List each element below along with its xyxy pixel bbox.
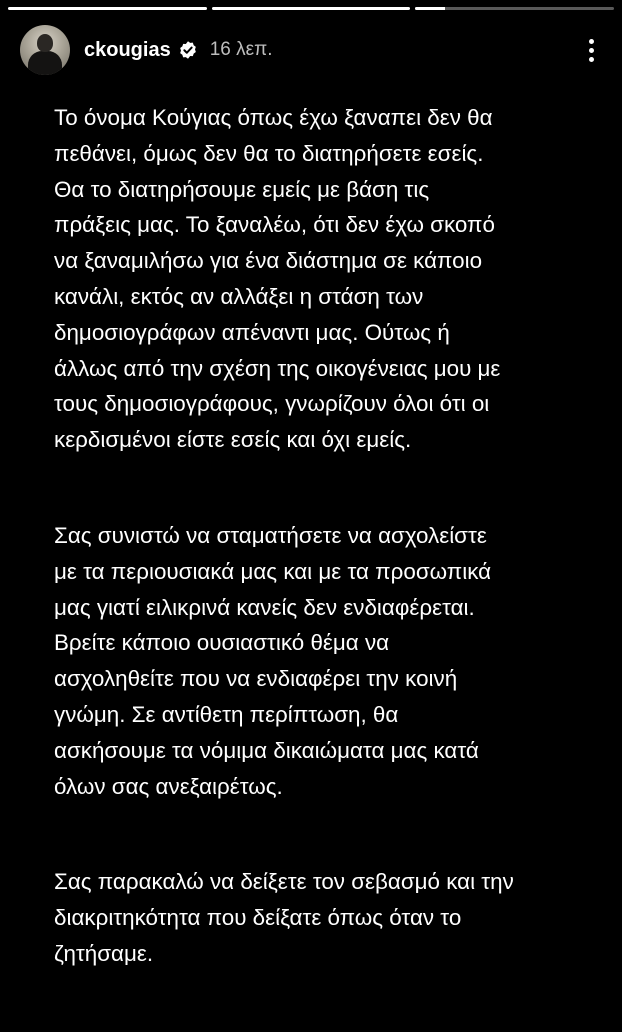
story-timestamp: 16 λεπ. <box>209 39 273 60</box>
more-vertical-icon <box>589 39 594 44</box>
story-progress-segment <box>415 7 614 10</box>
verified-badge-icon <box>178 40 198 60</box>
username[interactable]: ckougias <box>84 38 171 61</box>
story-text <box>54 100 592 1032</box>
story-paragraph: Το όνομα Κούγιας όπως έχω ξαναπει δεν θα πεθάνει, όμως δεν θα το διατηρήσετε εσείς. Θα το διατηρήσουμε εμείς με βάση τις πράξεις μας. Το ξαναλέω, ότι δεν έχω σκοπό να ξαναμιλήσω για ένα διάστημα σε κάποιο κανάλι, εκτός αν αλλάξει η στάση των δημοσιογράφων απέναντι μας. Ούτως ή άλλως από την σχέση της οικογένειας μου με τους δημοσιογράφους, γνωρίζουν όλοι ότι οι κερδισμένοι είστε εσείς και όχι εμείς. <box>54 105 501 453</box>
story-header <box>20 22 602 78</box>
avatar[interactable] <box>20 25 70 75</box>
story-progress-bar <box>8 7 614 10</box>
story-paragraph: Σας παρακαλώ να δείξετε τον σεβασμό και την διακριτηκότητα που δείξατε όπως όταν το ζητήσαμε. <box>54 869 514 966</box>
more-options-button[interactable] <box>580 35 602 65</box>
story-paragraph: Σας συνιστώ να σταματήσετε να ασχολείστε με τα περιουσιακά μας και με τα προσωπικά μας γιατί ειλικρινά κανείς δεν ενδιαφέρεται. Βρείτε κάποιο ουσιαστικό θέμα να ασχοληθείτε που να ενδιαφέρει την κοινή γνώμη. Σε αντίθετη περίπτωση, θα ασκήσουμε τα νόμιμα δικαιώματα μας κατά όλων σας ανεξαιρέτως. <box>54 522 492 799</box>
story-progress-segment <box>8 7 207 10</box>
story-progress-segment <box>212 7 411 10</box>
